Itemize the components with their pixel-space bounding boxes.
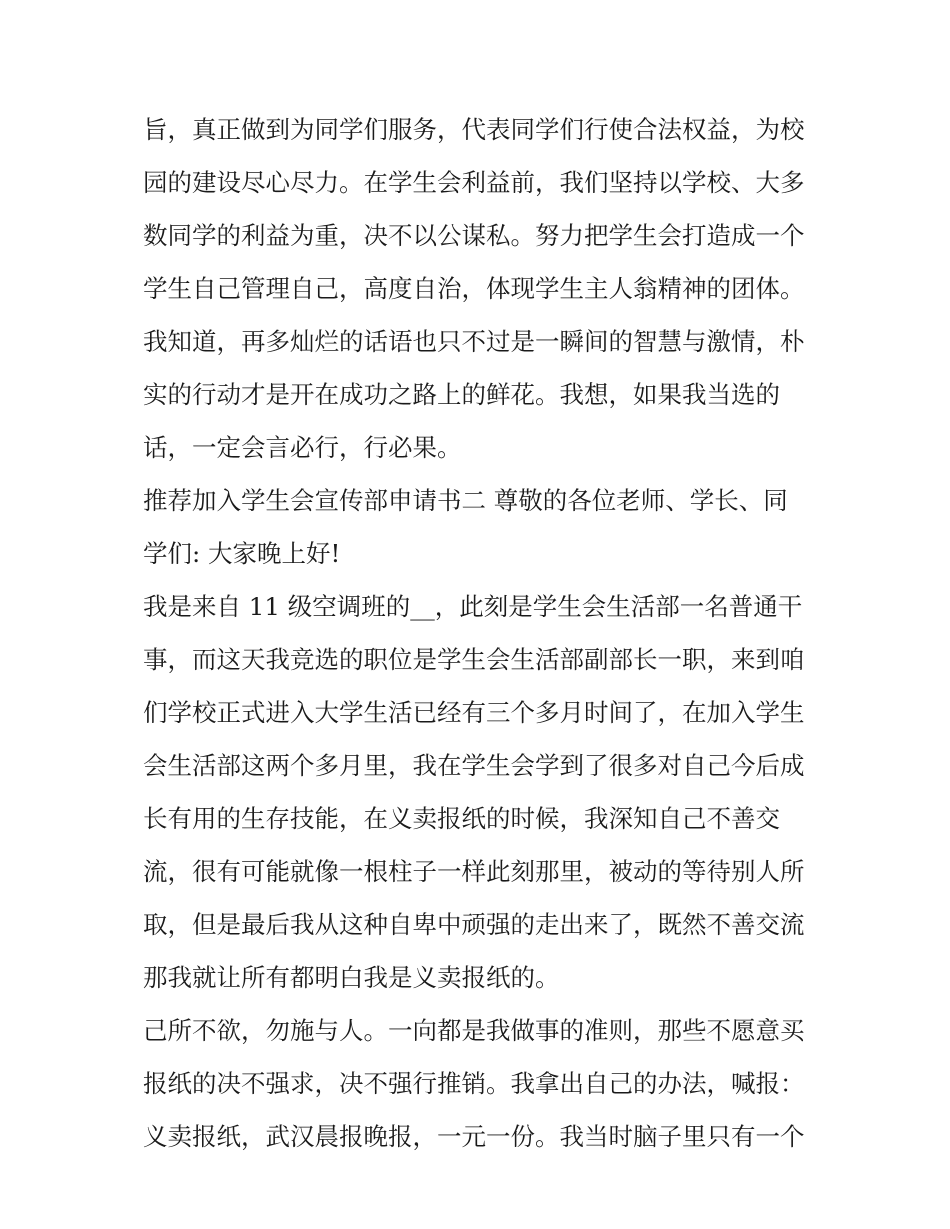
text-line: 事，而这天我竞选的职位是学生会生活部副部长一职，来到咱 [143, 645, 805, 674]
text-line: 园的建设尽心尽力。在学生会利益前，我们坚持以学校、大多 [143, 168, 805, 197]
text-line: 我是来自 11 级空调班的__，此刻是学生会生活部一名普通干 [143, 592, 803, 621]
text-line: 学们: 大家晚上好! [143, 539, 341, 568]
text-line: 义卖报纸，武汉晨报晚报，一元一份。我当时脑子里只有一个 [143, 1122, 805, 1151]
text-line: 取，但是最后我从这种自卑中顽强的走出来了，既然不善交流 [143, 910, 805, 939]
text-line: 那我就让所有都明白我是义卖报纸的。 [143, 963, 560, 992]
text-line: 们学校正式进入大学生活已经有三个多月时间了，在加入学生 [143, 698, 805, 727]
text-line: 流，很有可能就像一根柱子一样此刻那里，被动的等待别人所 [143, 857, 805, 886]
section-heading-line: 推荐加入学生会宣传部申请书二 尊敬的各位老师、学长、同 [143, 486, 788, 515]
text-line: 话，一定会言必行，行必果。 [143, 433, 462, 462]
text-line: 会生活部这两个多月里，我在学生会学到了很多对自己今后成 [143, 751, 805, 780]
text-line: 己所不欲，勿施与人。一向都是我做事的准则，那些不愿意买 [143, 1016, 805, 1045]
text-line: 我知道，再多灿烂的话语也只不过是一瞬间的智慧与激情，朴 [143, 327, 805, 356]
text-line: 学生自己管理自己，高度自治，体现学生主人翁精神的团体。 [143, 274, 805, 303]
text-line: 旨，真正做到为同学们服务，代表同学们行使合法权益，为校 [143, 115, 805, 144]
text-line: 数同学的利益为重，决不以公谋私。努力把学生会打造成一个 [143, 221, 805, 250]
text-line: 长有用的生存技能，在义卖报纸的时候，我深知自己不善交 [143, 804, 780, 833]
text-line: 实的行动才是开在成功之路上的鲜花。我想，如果我当选的 [143, 380, 780, 409]
text-line: 报纸的决不强求，决不强行推销。我拿出自己的办法，喊报： [143, 1069, 805, 1098]
document-body [143, 103, 823, 1163]
